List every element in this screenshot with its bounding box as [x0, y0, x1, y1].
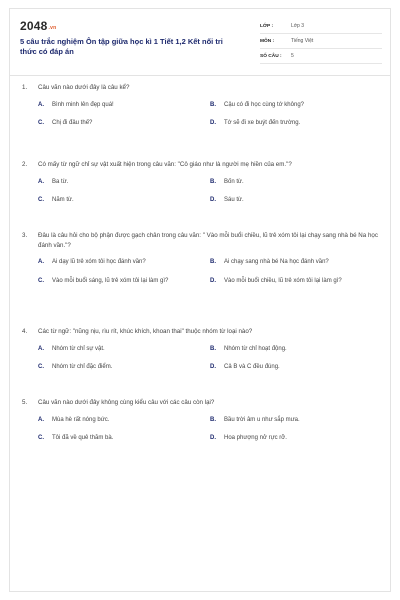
question-stem [20, 327, 380, 337]
option-c[interactable] [38, 434, 210, 443]
option-b[interactable] [210, 178, 382, 187]
option-key: D. [210, 120, 216, 126]
option-grid [20, 178, 380, 205]
option-key: D. [210, 435, 216, 441]
option-key: A. [38, 345, 44, 352]
header-divider [10, 75, 390, 76]
option-text: Cả B và C đều đúng. [224, 364, 280, 370]
option-text: Nhóm từ chỉ đặc điểm. [52, 364, 113, 370]
option-key: B. [210, 259, 216, 265]
option-key: A. [38, 259, 44, 265]
question-text: Có mấy từ ngữ chỉ sự vật xuất hiện trong câu văn: "Cô giáo như là người mẹ hiền của em."? [38, 161, 292, 168]
option-c[interactable] [38, 363, 210, 372]
option-d[interactable] [210, 363, 382, 372]
meta-value: Tiếng Việt [291, 38, 314, 44]
option-key: D. [210, 277, 216, 284]
option-d[interactable] [210, 119, 382, 128]
question-text: Các từ ngữ: "nũng nịu, rìu rít, khúc khích, khoan thai" thuộc nhóm từ loại nào? [38, 328, 253, 335]
option-text: Ai dạy lũ trẻ xóm tôi học đánh vần? [52, 259, 146, 265]
meta-row-subject [260, 34, 382, 49]
option-text: Vào mỗi buổi chiều, lũ trẻ xóm tôi lại làm gì? [224, 277, 342, 284]
option-grid [20, 258, 380, 285]
option-key: A. [38, 178, 44, 185]
option-key: B. [210, 416, 216, 423]
logo-suffix: .vn [48, 25, 57, 31]
option-grid [20, 345, 380, 372]
question-stem [20, 231, 380, 250]
option-text: Vào mỗi buổi sáng, lũ trẻ xóm tôi lại làm gì? [52, 277, 169, 284]
option-key: C. [38, 120, 44, 126]
option-text: Mùa hè rất nóng bức. [52, 416, 110, 423]
worksheet-header [20, 19, 380, 71]
option-c[interactable] [38, 196, 210, 205]
document-title: 5 câu trắc nghiệm Ôn tập giữa học kì 1 Tiết 1,2 Kết nối tri thức có đáp án [20, 37, 223, 56]
option-b[interactable] [210, 416, 382, 425]
option-a[interactable] [38, 178, 210, 187]
question-stem [20, 83, 380, 93]
option-key: C. [38, 364, 44, 370]
option-c[interactable] [38, 119, 210, 128]
option-text: Bình minh lên đẹp quá! [52, 101, 114, 108]
option-text: Tôi đã về quê thăm bà. [52, 435, 114, 441]
question-3 [20, 231, 380, 285]
question-1 [20, 83, 380, 128]
worksheet-page [9, 8, 391, 592]
option-d[interactable] [210, 434, 382, 443]
option-text: Nhóm từ chỉ hoạt động. [224, 345, 287, 352]
site-logo[interactable] [20, 19, 56, 33]
meta-label: LỚP : [260, 23, 274, 29]
question-4 [20, 327, 380, 372]
option-a[interactable] [38, 345, 210, 354]
meta-row-count [260, 49, 382, 64]
question-5 [20, 398, 380, 443]
question-stem [20, 398, 380, 408]
option-text: Sáu từ. [224, 197, 244, 203]
question-text: Câu văn nào dưới đây là câu kể? [38, 84, 130, 91]
question-text: Đâu là câu hỏi cho bộ phận được gạch chân trong câu văn: " Vào mỗi buổi chiều, lũ trẻ xóm tôi lại chạy sang nhà bé Na học đánh vần."? [38, 232, 378, 249]
option-text: Bầu trời âm u như sắp mưa. [224, 416, 300, 423]
option-text: Chị đi đâu thế? [52, 120, 93, 126]
option-a[interactable] [38, 258, 210, 267]
option-c[interactable] [38, 277, 210, 286]
meta-value: 5 [291, 53, 294, 59]
option-a[interactable] [38, 416, 210, 425]
option-grid [20, 416, 380, 443]
option-b[interactable] [210, 345, 382, 354]
option-key: B. [210, 178, 216, 185]
meta-row-class [260, 19, 382, 34]
option-b[interactable] [210, 101, 382, 110]
option-b[interactable] [210, 258, 382, 267]
question-number: 2. [22, 161, 28, 168]
option-key: C. [38, 277, 44, 284]
option-text: Năm từ. [52, 197, 74, 203]
logo-main: 2048 [20, 19, 48, 33]
option-key: B. [210, 101, 216, 108]
question-stem [20, 160, 380, 170]
question-text: Câu văn nào dưới đây không cùng kiểu câu với các câu còn lại? [38, 399, 215, 406]
meta-label: MÔN : [260, 38, 275, 44]
option-text: Nhóm từ chỉ sự vật. [52, 345, 105, 352]
option-key: A. [38, 101, 44, 108]
option-text: Hoa phượng nở rực rỡ. [224, 435, 287, 441]
option-text: Ba từ. [52, 178, 69, 185]
option-text: Cậu có đi học cùng tớ không? [224, 101, 304, 108]
question-number: 1. [22, 84, 28, 91]
option-d[interactable] [210, 277, 382, 286]
option-key: D. [210, 197, 216, 203]
option-key: A. [38, 416, 44, 423]
meta-label: SỐ CÂU : [260, 53, 282, 59]
option-a[interactable] [38, 101, 210, 110]
question-2 [20, 160, 380, 205]
option-text: Tớ sẽ đi xe buýt đến trường. [224, 120, 301, 126]
question-number: 5. [22, 399, 28, 406]
question-number: 4. [22, 328, 28, 335]
question-number: 3. [22, 232, 28, 239]
meta-value: Lớp 3 [291, 23, 305, 29]
option-text: Ai chạy sang nhà bé Na học đánh vần? [224, 259, 329, 265]
option-key: B. [210, 345, 216, 352]
option-grid [20, 101, 380, 128]
meta-table [260, 19, 382, 64]
option-key: C. [38, 197, 44, 203]
option-key: D. [210, 364, 216, 370]
option-text: Bốn từ. [224, 178, 244, 185]
option-d[interactable] [210, 196, 382, 205]
option-key: C. [38, 435, 44, 441]
